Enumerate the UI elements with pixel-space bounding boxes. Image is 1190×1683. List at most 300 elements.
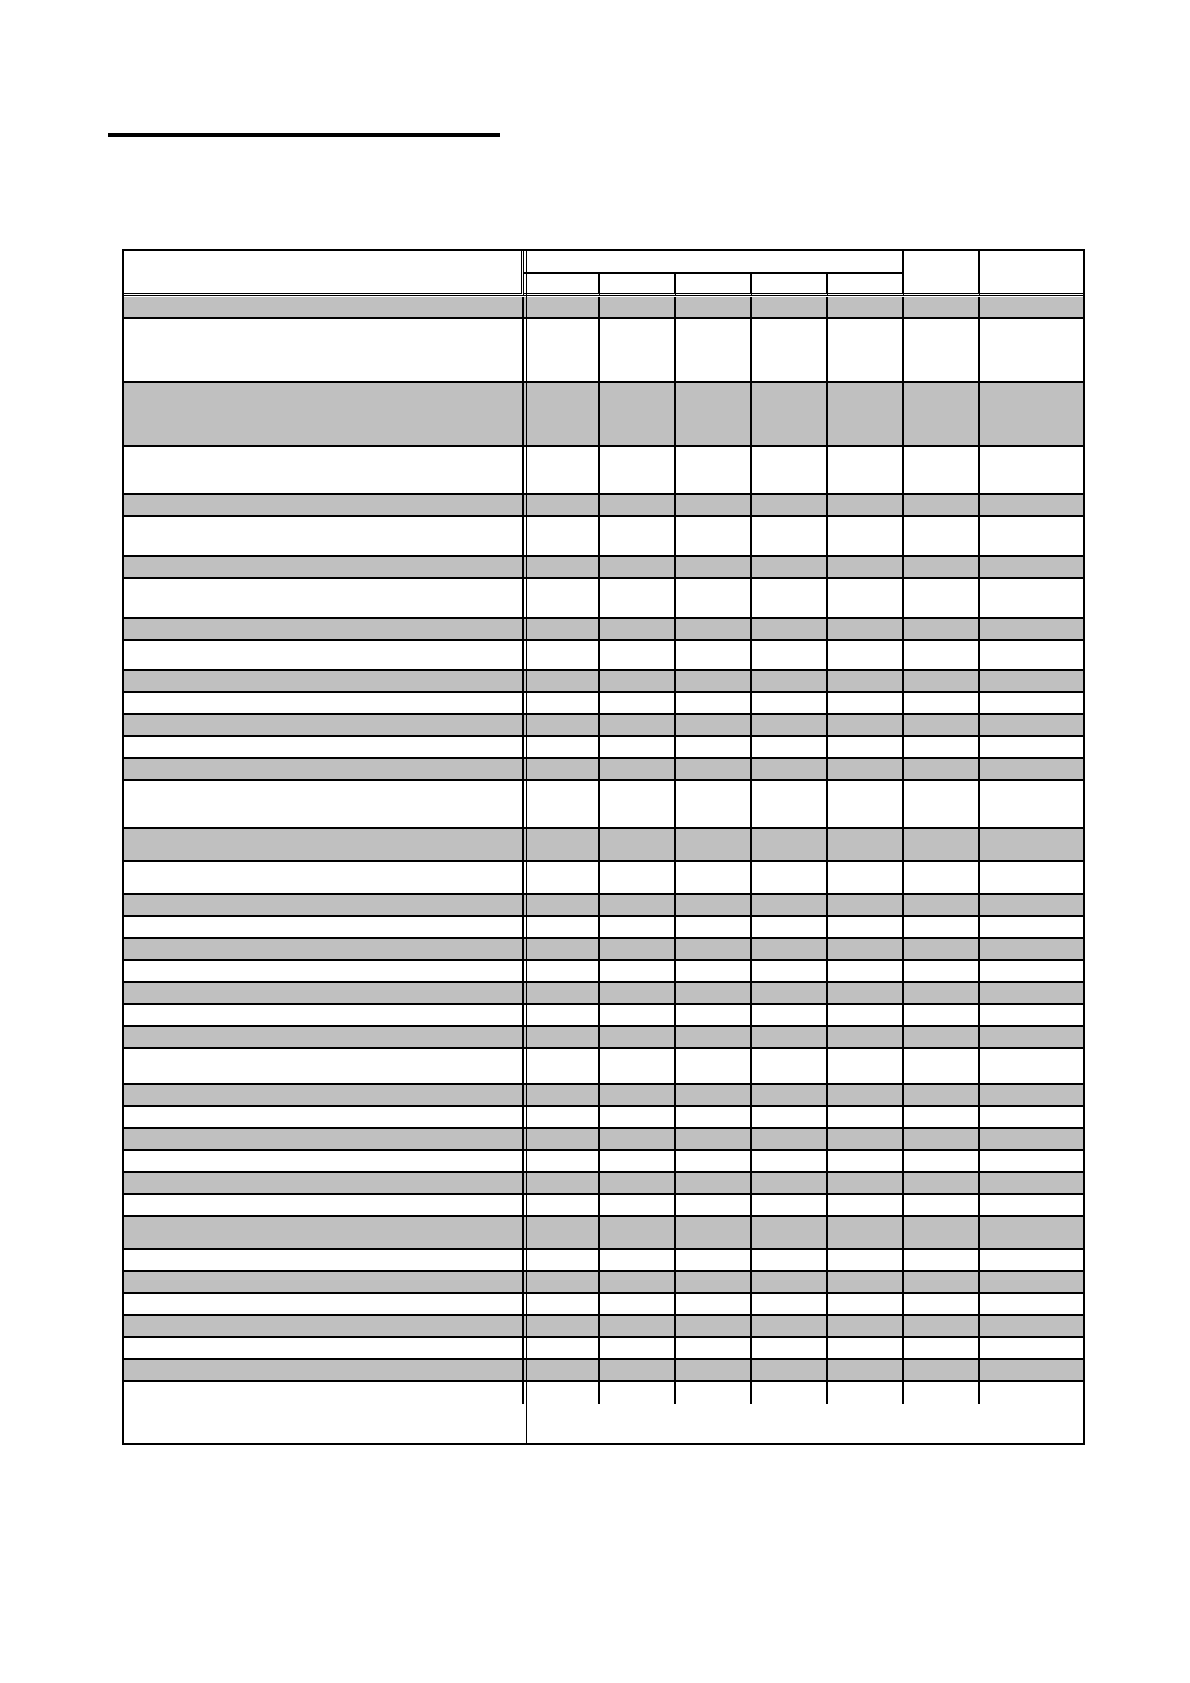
table-cell bbox=[980, 917, 1083, 939]
row-label-cell bbox=[124, 862, 524, 895]
table-cell bbox=[904, 862, 980, 895]
table-row bbox=[124, 641, 1083, 671]
table-cell bbox=[600, 1338, 676, 1360]
table-cell bbox=[904, 781, 980, 829]
row-label-cell bbox=[124, 759, 524, 781]
table-cell bbox=[676, 383, 752, 447]
table-cell bbox=[828, 495, 904, 517]
table-row bbox=[124, 1027, 1083, 1049]
table-cell bbox=[600, 759, 676, 781]
table-cell bbox=[752, 1151, 828, 1173]
table-cell bbox=[676, 297, 752, 319]
table-cell bbox=[600, 1173, 676, 1195]
row-label-cell bbox=[124, 1316, 524, 1338]
table-cell bbox=[980, 759, 1083, 781]
header-sub-col-4 bbox=[752, 274, 828, 296]
table-row bbox=[124, 1338, 1083, 1360]
table-cell bbox=[828, 383, 904, 447]
table-cell bbox=[752, 1005, 828, 1027]
table-cell bbox=[676, 1250, 752, 1272]
table-cell bbox=[524, 781, 600, 829]
table-cell bbox=[828, 862, 904, 895]
table-cell bbox=[752, 1217, 828, 1250]
table-cell bbox=[828, 517, 904, 557]
table-cell bbox=[828, 759, 904, 781]
table-cell bbox=[524, 1272, 600, 1294]
table-cell bbox=[524, 319, 600, 383]
table-cell bbox=[752, 862, 828, 895]
table-cell bbox=[980, 1005, 1083, 1027]
row-label-cell bbox=[124, 939, 524, 961]
table-cell bbox=[676, 1085, 752, 1107]
table-cell bbox=[828, 1195, 904, 1217]
table-cell bbox=[980, 557, 1083, 579]
table-cell bbox=[600, 1217, 676, 1250]
row-label-cell bbox=[124, 319, 524, 383]
table-cell bbox=[904, 1173, 980, 1195]
table-cell bbox=[524, 693, 600, 715]
table-cell bbox=[828, 1272, 904, 1294]
row-label-cell bbox=[124, 641, 524, 671]
table-cell bbox=[828, 1049, 904, 1085]
table-cell bbox=[980, 829, 1083, 862]
table-cell bbox=[752, 495, 828, 517]
table-cell bbox=[904, 1151, 980, 1173]
table-cell bbox=[752, 447, 828, 495]
table-cell bbox=[752, 1272, 828, 1294]
table-row bbox=[124, 781, 1083, 829]
row-label-cell bbox=[124, 829, 524, 862]
table-cell bbox=[524, 1217, 600, 1250]
table-cell bbox=[980, 319, 1083, 383]
table-cell bbox=[904, 1107, 980, 1129]
table-cell bbox=[904, 1005, 980, 1027]
table-cell bbox=[600, 671, 676, 693]
table-cell bbox=[828, 671, 904, 693]
table-cell bbox=[904, 447, 980, 495]
table-cell bbox=[980, 693, 1083, 715]
table-cell bbox=[600, 619, 676, 641]
table-row bbox=[124, 829, 1083, 862]
table-cell bbox=[600, 1195, 676, 1217]
table-row bbox=[124, 297, 1083, 319]
table-cell bbox=[980, 1129, 1083, 1151]
row-label-cell bbox=[124, 983, 524, 1005]
row-label-cell bbox=[124, 383, 524, 447]
header-row-label bbox=[124, 251, 524, 296]
table-cell bbox=[904, 1294, 980, 1316]
table-cell bbox=[600, 517, 676, 557]
header-sub-col-3 bbox=[676, 274, 752, 296]
label-column-separator bbox=[526, 251, 527, 1443]
table-cell bbox=[600, 319, 676, 383]
table-cell bbox=[904, 983, 980, 1005]
table-cell bbox=[828, 715, 904, 737]
table-cell bbox=[904, 297, 980, 319]
table-cell bbox=[676, 1338, 752, 1360]
header-group-label bbox=[524, 251, 904, 274]
table-cell bbox=[524, 383, 600, 447]
table-cell bbox=[752, 983, 828, 1005]
table-cell bbox=[828, 319, 904, 383]
table-cell bbox=[904, 1316, 980, 1338]
row-label-cell bbox=[124, 917, 524, 939]
table-cell bbox=[980, 1382, 1083, 1404]
table-cell bbox=[752, 1049, 828, 1085]
table-row bbox=[124, 1316, 1083, 1338]
table-cell bbox=[676, 693, 752, 715]
table-cell bbox=[904, 641, 980, 671]
row-label-cell bbox=[124, 1250, 524, 1272]
table-cell bbox=[600, 917, 676, 939]
table-cell bbox=[600, 1107, 676, 1129]
table-cell bbox=[524, 759, 600, 781]
table-cell bbox=[600, 1049, 676, 1085]
table-cell bbox=[752, 759, 828, 781]
table-cell bbox=[676, 619, 752, 641]
table-row bbox=[124, 759, 1083, 781]
table-cell bbox=[600, 961, 676, 983]
table-row bbox=[124, 737, 1083, 759]
table-row bbox=[124, 1250, 1083, 1272]
table-cell bbox=[752, 1294, 828, 1316]
row-label-cell bbox=[124, 1382, 524, 1404]
table-cell bbox=[828, 939, 904, 961]
table-row bbox=[124, 939, 1083, 961]
table-cell bbox=[600, 1382, 676, 1404]
table-cell bbox=[904, 1027, 980, 1049]
table-cell bbox=[828, 619, 904, 641]
table-cell bbox=[676, 1382, 752, 1404]
table-row bbox=[124, 961, 1083, 983]
table-cell bbox=[980, 1049, 1083, 1085]
table-cell bbox=[752, 517, 828, 557]
table-cell bbox=[752, 297, 828, 319]
row-label-cell bbox=[124, 1217, 524, 1250]
row-label-cell bbox=[124, 579, 524, 619]
table-cell bbox=[904, 517, 980, 557]
table-cell bbox=[904, 1049, 980, 1085]
row-label-cell bbox=[124, 1005, 524, 1027]
table-cell bbox=[524, 579, 600, 619]
header-sub-col-5 bbox=[828, 274, 904, 296]
table-cell bbox=[676, 829, 752, 862]
table-cell bbox=[904, 1338, 980, 1360]
table-cell bbox=[980, 517, 1083, 557]
row-label-cell bbox=[124, 619, 524, 641]
data-table bbox=[122, 249, 1085, 1445]
table-row bbox=[124, 1107, 1083, 1129]
table-cell bbox=[600, 1005, 676, 1027]
table-cell bbox=[980, 939, 1083, 961]
table-cell bbox=[828, 1129, 904, 1151]
table-cell bbox=[752, 829, 828, 862]
table-row bbox=[124, 1173, 1083, 1195]
row-label-cell bbox=[124, 297, 524, 319]
table-cell bbox=[752, 715, 828, 737]
table-cell bbox=[524, 862, 600, 895]
row-label-cell bbox=[124, 671, 524, 693]
table-row bbox=[124, 557, 1083, 579]
table-cell bbox=[676, 1217, 752, 1250]
table-cell bbox=[676, 895, 752, 917]
table-cell bbox=[904, 1250, 980, 1272]
header-sub-col-2 bbox=[600, 274, 676, 296]
table-cell bbox=[980, 1316, 1083, 1338]
table-cell bbox=[752, 1107, 828, 1129]
table-cell bbox=[524, 517, 600, 557]
table-cell bbox=[676, 715, 752, 737]
table-cell bbox=[828, 1360, 904, 1382]
table-row bbox=[124, 1151, 1083, 1173]
table-cell bbox=[980, 579, 1083, 619]
table-cell bbox=[980, 383, 1083, 447]
table-cell bbox=[524, 1338, 600, 1360]
table-cell bbox=[752, 895, 828, 917]
table-cell bbox=[904, 495, 980, 517]
table-cell bbox=[980, 961, 1083, 983]
table-row bbox=[124, 983, 1083, 1005]
table-cell bbox=[752, 917, 828, 939]
row-label-cell bbox=[124, 1049, 524, 1085]
table-cell bbox=[752, 671, 828, 693]
table-cell bbox=[524, 1049, 600, 1085]
table-cell bbox=[600, 829, 676, 862]
table-cell bbox=[752, 1382, 828, 1404]
table-cell bbox=[828, 1085, 904, 1107]
header-extra-col-1 bbox=[904, 251, 980, 296]
table-cell bbox=[828, 1316, 904, 1338]
table-cell bbox=[828, 1217, 904, 1250]
table-cell bbox=[524, 619, 600, 641]
table-cell bbox=[600, 641, 676, 671]
table-cell bbox=[980, 737, 1083, 759]
table-cell bbox=[600, 862, 676, 895]
table-cell bbox=[676, 1316, 752, 1338]
table-cell bbox=[904, 1195, 980, 1217]
table-cell bbox=[676, 1027, 752, 1049]
row-label-cell bbox=[124, 693, 524, 715]
table-cell bbox=[752, 781, 828, 829]
table-cell bbox=[524, 1173, 600, 1195]
row-label-cell bbox=[124, 781, 524, 829]
row-label-cell bbox=[124, 1294, 524, 1316]
table-cell bbox=[752, 1316, 828, 1338]
row-label-cell bbox=[124, 517, 524, 557]
table-cell bbox=[904, 1272, 980, 1294]
table-cell bbox=[524, 1382, 600, 1404]
table-row bbox=[124, 1382, 1083, 1404]
table-cell bbox=[904, 895, 980, 917]
table-cell bbox=[904, 557, 980, 579]
table-cell bbox=[676, 1195, 752, 1217]
table-cell bbox=[676, 1272, 752, 1294]
table-cell bbox=[524, 715, 600, 737]
table-cell bbox=[904, 1085, 980, 1107]
table-cell bbox=[524, 297, 600, 319]
table-cell bbox=[524, 939, 600, 961]
table-cell bbox=[524, 895, 600, 917]
table-cell bbox=[676, 517, 752, 557]
table-cell bbox=[676, 1173, 752, 1195]
row-label-cell bbox=[124, 1360, 524, 1382]
table-cell bbox=[980, 641, 1083, 671]
table-cell bbox=[524, 1027, 600, 1049]
table-cell bbox=[752, 1360, 828, 1382]
table-cell bbox=[828, 1294, 904, 1316]
table-cell bbox=[828, 895, 904, 917]
table-cell bbox=[980, 1294, 1083, 1316]
table-row bbox=[124, 1360, 1083, 1382]
table-cell bbox=[980, 862, 1083, 895]
table-cell bbox=[980, 781, 1083, 829]
row-label-cell bbox=[124, 1129, 524, 1151]
table-cell bbox=[600, 781, 676, 829]
row-label-cell bbox=[124, 961, 524, 983]
table-cell bbox=[524, 961, 600, 983]
table-cell bbox=[600, 383, 676, 447]
table-cell bbox=[980, 895, 1083, 917]
title-underline bbox=[108, 133, 500, 137]
row-label-cell bbox=[124, 1151, 524, 1173]
table-cell bbox=[828, 983, 904, 1005]
table-cell bbox=[980, 1217, 1083, 1250]
table-row bbox=[124, 715, 1083, 737]
table-cell bbox=[752, 641, 828, 671]
table-cell bbox=[524, 1250, 600, 1272]
table-cell bbox=[676, 759, 752, 781]
table-cell bbox=[524, 495, 600, 517]
row-label-cell bbox=[124, 737, 524, 759]
table-cell bbox=[828, 1338, 904, 1360]
table-cell bbox=[980, 1338, 1083, 1360]
table-cell bbox=[676, 737, 752, 759]
table-cell bbox=[980, 619, 1083, 641]
table-cell bbox=[828, 641, 904, 671]
table-cell bbox=[676, 319, 752, 383]
table-cell bbox=[524, 983, 600, 1005]
table-cell bbox=[904, 737, 980, 759]
table-cell bbox=[600, 1129, 676, 1151]
table-cell bbox=[752, 557, 828, 579]
table-cell bbox=[752, 1173, 828, 1195]
table-cell bbox=[752, 737, 828, 759]
table-cell bbox=[828, 1005, 904, 1027]
table-cell bbox=[828, 579, 904, 619]
table-cell bbox=[904, 319, 980, 383]
table-cell bbox=[828, 737, 904, 759]
table-cell bbox=[524, 1360, 600, 1382]
table-cell bbox=[524, 1151, 600, 1173]
table-cell bbox=[980, 715, 1083, 737]
table-cell bbox=[676, 1005, 752, 1027]
table-cell bbox=[524, 1085, 600, 1107]
table-cell bbox=[524, 447, 600, 495]
table-cell bbox=[980, 495, 1083, 517]
table-cell bbox=[524, 737, 600, 759]
header-sub-col-1 bbox=[524, 274, 600, 296]
table-cell bbox=[676, 961, 752, 983]
table-cell bbox=[980, 1360, 1083, 1382]
table-cell bbox=[904, 671, 980, 693]
table-cell bbox=[752, 1195, 828, 1217]
row-label-cell bbox=[124, 1195, 524, 1217]
row-label-cell bbox=[124, 557, 524, 579]
table-cell bbox=[904, 829, 980, 862]
table-cell bbox=[904, 579, 980, 619]
table-cell bbox=[828, 961, 904, 983]
table-cell bbox=[980, 1195, 1083, 1217]
table-cell bbox=[600, 983, 676, 1005]
table-cell bbox=[600, 1151, 676, 1173]
table-row bbox=[124, 1049, 1083, 1085]
table-cell bbox=[828, 1107, 904, 1129]
table-row bbox=[124, 862, 1083, 895]
table-cell bbox=[980, 1272, 1083, 1294]
table-cell bbox=[752, 319, 828, 383]
table-cell bbox=[676, 641, 752, 671]
table-row bbox=[124, 1085, 1083, 1107]
table-cell bbox=[524, 1005, 600, 1027]
table-cell bbox=[676, 447, 752, 495]
table-cell bbox=[600, 579, 676, 619]
table-cell bbox=[904, 917, 980, 939]
row-label-cell bbox=[124, 1272, 524, 1294]
table-cell bbox=[676, 495, 752, 517]
table-cell bbox=[524, 557, 600, 579]
table-cell bbox=[980, 983, 1083, 1005]
table-cell bbox=[600, 895, 676, 917]
table-cell bbox=[904, 759, 980, 781]
table-cell bbox=[828, 1382, 904, 1404]
row-label-cell bbox=[124, 1107, 524, 1129]
table-cell bbox=[752, 693, 828, 715]
table-row bbox=[124, 1217, 1083, 1250]
table-cell bbox=[600, 447, 676, 495]
table-row bbox=[124, 579, 1083, 619]
table-cell bbox=[600, 939, 676, 961]
table-cell bbox=[904, 961, 980, 983]
table-cell bbox=[980, 1250, 1083, 1272]
table-cell bbox=[752, 1129, 828, 1151]
table-cell bbox=[828, 781, 904, 829]
table-cell bbox=[600, 1250, 676, 1272]
row-label-cell bbox=[124, 1338, 524, 1360]
table-cell bbox=[524, 829, 600, 862]
table-cell bbox=[524, 917, 600, 939]
table-cell bbox=[828, 557, 904, 579]
row-label-cell bbox=[124, 495, 524, 517]
table-cell bbox=[904, 619, 980, 641]
table-cell bbox=[600, 693, 676, 715]
table-cell bbox=[600, 297, 676, 319]
table-cell bbox=[828, 917, 904, 939]
table-cell bbox=[600, 1085, 676, 1107]
table-row bbox=[124, 495, 1083, 517]
table-cell bbox=[828, 1151, 904, 1173]
table-row bbox=[124, 517, 1083, 557]
table-cell bbox=[524, 641, 600, 671]
table-cell bbox=[600, 737, 676, 759]
table-cell bbox=[828, 1250, 904, 1272]
table-row bbox=[124, 319, 1083, 383]
table-cell bbox=[600, 495, 676, 517]
table-cell bbox=[524, 1316, 600, 1338]
table-row bbox=[124, 1005, 1083, 1027]
table-cell bbox=[904, 1382, 980, 1404]
table-row bbox=[124, 917, 1083, 939]
table-cell bbox=[752, 961, 828, 983]
